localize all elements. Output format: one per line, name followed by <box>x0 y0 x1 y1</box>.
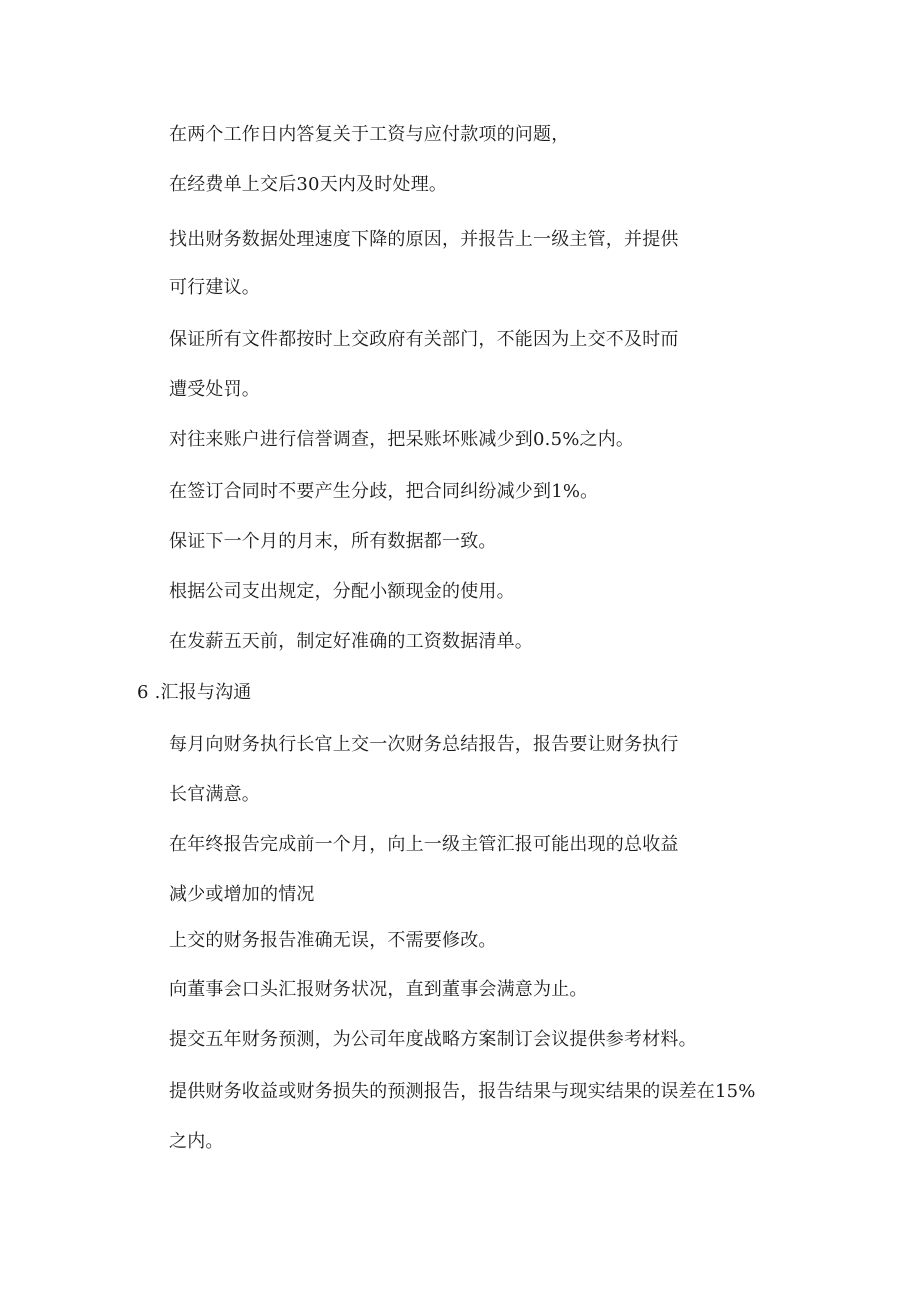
text-line: 向董事会口头汇报财务状况，直到董事会满意为止。 <box>169 979 588 1000</box>
section-heading: 6 .汇报与沟通 <box>137 682 252 703</box>
text-line: 可行建议。 <box>169 277 260 298</box>
text-line: 减少或增加的情况 <box>169 884 315 905</box>
text-line: 在年终报告完成前一个月，向上一级主管汇报可能出现的总收益 <box>169 834 679 855</box>
text-line: 每月向财务执行长官上交一次财务总结报告，报告要让财务执行 <box>169 734 679 755</box>
text-line: 之内。 <box>169 1131 224 1152</box>
text-line: 保证下一个月的月末，所有数据都一致。 <box>169 531 497 552</box>
text-line: 在两个工作日内答复关于工资与应付款项的问题， <box>169 124 570 145</box>
text-line: 在签订合同时不要产生分歧，把合同纠纷减少到1%。 <box>169 481 599 502</box>
text-line: 上交的财务报告准确无误，不需要修改。 <box>169 930 497 951</box>
text-line: 找出财务数据处理速度下降的原因，并报告上一级主管，并提供 <box>169 229 679 250</box>
text-line: 长官满意。 <box>169 784 260 805</box>
text-line: 提供财务收益或财务损失的预测报告，报告结果与现实结果的误差在15% <box>169 1081 756 1102</box>
text-line: 在发薪五天前，制定好准确的工资数据清单。 <box>169 631 533 652</box>
text-line: 保证所有文件都按时上交政府有关部门，不能因为上交不及时而 <box>169 329 679 350</box>
text-line: 根据公司支出规定，分配小额现金的使用。 <box>169 581 515 602</box>
text-line: 在经费单上交后30天内及时处理。 <box>169 174 448 195</box>
text-line: 对往来账户进行信誉调查，把呆账坏账减少到0.5%之内。 <box>169 429 635 450</box>
text-line: 遭受处罚。 <box>169 379 260 400</box>
text-line: 提交五年财务预测，为公司年度战略方案制订会议提供参考材料。 <box>169 1029 697 1050</box>
